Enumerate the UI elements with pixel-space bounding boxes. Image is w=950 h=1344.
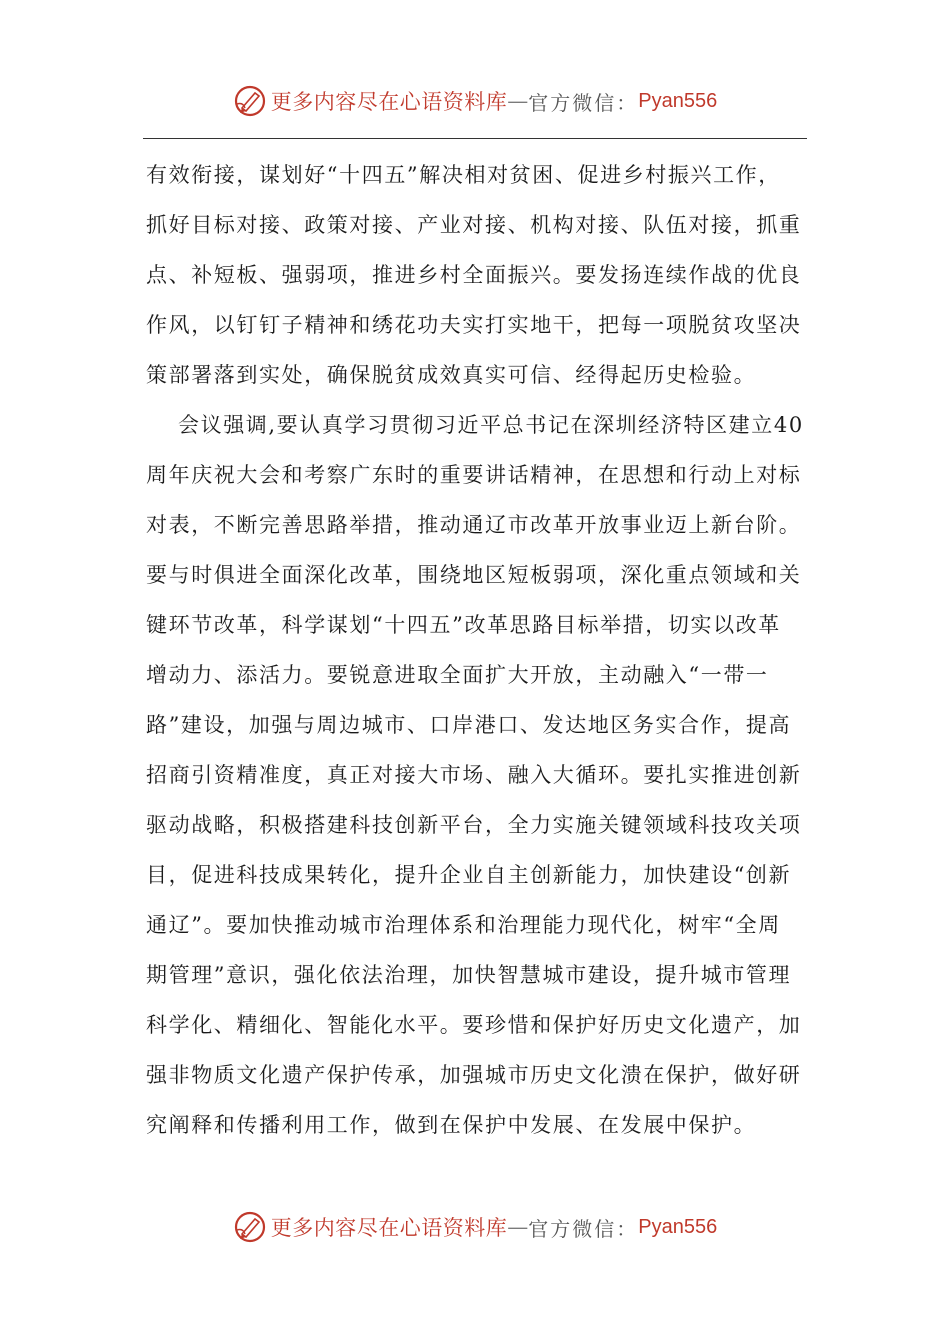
text-line: 点、补短板、强弱项，推进乡村全面振兴。要发扬连续作战的优良 xyxy=(146,263,802,287)
text-line: 作风，以钉钉子精神和绣花功夫实打实地干，把每一项脱贫攻坚决 xyxy=(146,313,802,337)
header-banner xyxy=(0,84,950,118)
text-line: 究阐释和传播利用工作，做到在保护中发展、在发展中保护。 xyxy=(146,1113,757,1137)
text-line: 科学化、精细化、智能化水平。要珍惜和保护好历史文化遗产，加 xyxy=(146,1013,802,1037)
paragraph-2 xyxy=(146,400,804,1150)
text-line: 驱动战略，积极搭建科技创新平台，全力实施关键领域科技攻关项 xyxy=(146,813,802,837)
wechat-id: Pyan556 xyxy=(638,1215,718,1238)
text-line: 招商引资精准度，真正对接大市场、融入大循环。要扎实推进创新 xyxy=(146,763,802,787)
text-line: 周年庆祝大会和考察广东时的重要讲话精神，在思想和行动上对标 xyxy=(146,463,802,487)
text-line: 强非物质文化遗产保护传承，加强城市历史文化溃在保护，做好研 xyxy=(146,1063,802,1087)
paragraph-1 xyxy=(146,150,802,400)
text-line: 目，促进科技成果转化，提升企业自主创新能力，加快建设“创新 xyxy=(146,863,792,887)
text-line: 会议强调,要认真学习贯彻习近平总书记在深圳经济特区建立40 xyxy=(178,413,804,437)
pen-logo-icon xyxy=(233,1210,267,1244)
text-line: 策部署落到实处，确保脱贫成效真实可信、经得起历史检验。 xyxy=(146,363,757,387)
text-line: 键环节改革，科学谋划“十四五”改革思路目标举措，切实以改革 xyxy=(146,613,781,637)
document-body xyxy=(146,150,804,1150)
text-line: 路”建设，加强与周边城市、口岸港口、发达地区务实合作，提高 xyxy=(146,713,792,737)
text-line: 抓好目标对接、政策对接、产业对接、机构对接、队伍对接，抓重 xyxy=(146,213,802,237)
brand-dash: — xyxy=(507,89,529,113)
text-line: 通辽”。要加快推动城市治理体系和治理能力现代化，树牢“全周 xyxy=(146,913,781,937)
wechat-label: 官方微信： xyxy=(528,1216,639,1241)
brand-text: 更多内容尽在心语资料库 xyxy=(270,1216,508,1240)
text-line: 对表，不断完善思路举措，推动通辽市改革开放事业迈上新台阶。 xyxy=(146,513,802,537)
brand-text: 更多内容尽在心语资料库 xyxy=(270,90,508,114)
text-line: 期管理”意识，强化依法治理，加快智慧城市建设，提升城市管理 xyxy=(146,963,792,987)
wechat-label: 官方微信： xyxy=(528,90,639,115)
text-line: 增动力、添活力。要锐意进取全面扩大开放，主动融入“一带一 xyxy=(146,663,769,687)
text-line: 要与时俱进全面深化改革，围绕地区短板弱项，深化重点领域和关 xyxy=(146,563,802,587)
pen-logo-icon xyxy=(233,84,267,118)
wechat-id: Pyan556 xyxy=(638,89,718,112)
text-line: 有效衔接，谋划好“十四五”解决相对贫困、促进乡村振兴工作， xyxy=(146,163,781,187)
footer-banner xyxy=(0,1210,950,1244)
header-divider xyxy=(143,138,807,139)
brand-dash: — xyxy=(507,1215,529,1239)
